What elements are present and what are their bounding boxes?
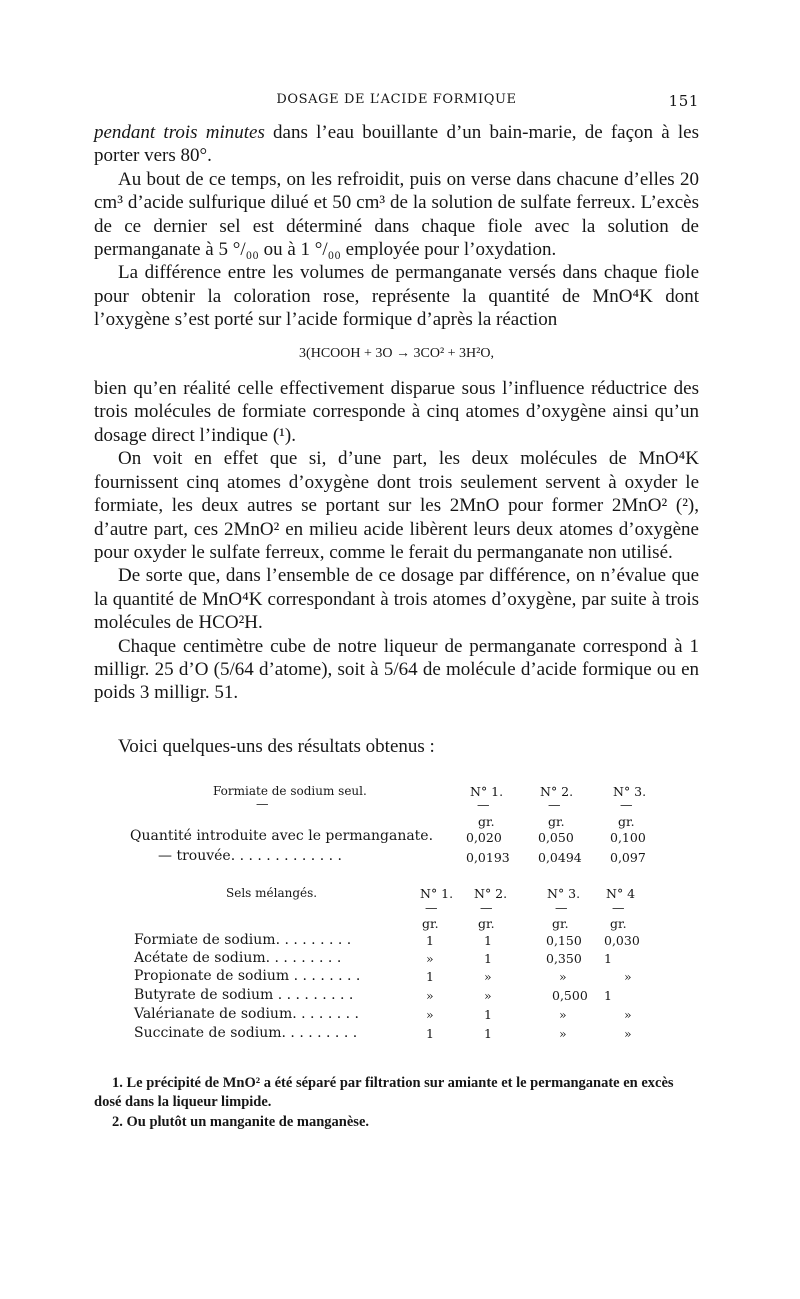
- table2-cell: 1: [604, 988, 612, 1003]
- table2-cell: »: [484, 988, 492, 1003]
- table2-cell: 0,030: [604, 933, 640, 948]
- table2-unit: gr.: [552, 916, 569, 931]
- table1-col-header: N° 1.: [470, 784, 504, 799]
- table1-col-dash: —: [620, 797, 633, 812]
- table2-col-header: N° 1.: [420, 886, 454, 901]
- table1-unit: gr.: [618, 814, 635, 829]
- paragraph-7: Chaque centimètre cube de notre liqueur de permanganate correspond à 1 milligr. 25 d’O (5/64 d’atome), soit à 5/64 de molécule d’acide formique ou en poids 3 milligr. 51.: [94, 635, 699, 704]
- table1-cell: 0,050: [538, 830, 574, 845]
- table1-cell: 0,0494: [538, 850, 582, 865]
- table2-col-header: N° 4: [606, 886, 636, 901]
- table2-cell: »: [624, 969, 632, 984]
- table2-unit: gr.: [422, 916, 439, 931]
- table2-cell: »: [624, 1026, 632, 1041]
- table2-row-label: Acétate de sodium. . . . . . . . .: [134, 950, 342, 966]
- table1-cell: 0,020: [466, 830, 502, 845]
- table2-cell: »: [484, 969, 492, 984]
- table2-col-header: N° 3.: [547, 886, 581, 901]
- paragraph-6: De sorte que, dans l’ensemble de ce dosage par différence, on n’évalue que la quantité de MnO⁴K correspondant à trois atomes d’oxygène, par suite à trois molécules de HCO²H.: [94, 565, 699, 634]
- table2-cell: 1: [426, 1026, 434, 1041]
- table2-cell: 1: [484, 1007, 492, 1022]
- table2-row-label: Propionate de sodium . . . . . . . .: [134, 968, 361, 984]
- table2-cell: 1: [484, 951, 492, 966]
- table2-cell: 1: [484, 1026, 492, 1041]
- table2-cell: 0,500: [552, 988, 588, 1003]
- paragraph-3: La différence entre les volumes de permanganate versés dans chaque fiole pour obtenir la coloration rose, représente la quantité de MnO⁴K dont l’oxygène s’est porté sur l’acide formique d’après la réaction: [94, 262, 699, 331]
- table2-cell: »: [559, 1026, 567, 1041]
- table2-col-dash: —: [555, 900, 568, 915]
- results-intro: Voici quelques-uns des résultats obtenus :: [118, 736, 435, 757]
- table2-cell: 1: [426, 933, 434, 948]
- table1-unit: gr.: [548, 814, 565, 829]
- footnotes: [94, 1074, 699, 1134]
- table2-title: Sels mélangés.: [226, 886, 318, 900]
- table2-col-header: N° 2.: [474, 886, 508, 901]
- reaction-formula: 3(HCOOH + 3O → 3CO² + 3H²O,: [299, 345, 494, 361]
- table1-title: Formiate de sodium seul.: [213, 784, 367, 798]
- table2-cell: »: [426, 1007, 434, 1022]
- table2-col-dash: —: [425, 900, 438, 915]
- table2-cell: 0,350: [546, 951, 582, 966]
- table2-cell: »: [426, 951, 434, 966]
- table2-cell: »: [559, 1007, 567, 1022]
- table2-cell: »: [426, 988, 434, 1003]
- table2-row-label: Butyrate de sodium . . . . . . . . .: [134, 987, 354, 1003]
- table1-col-dash: —: [548, 797, 561, 812]
- paragraph-2: Au bout de ce temps, on les refroidit, puis on verse dans chacune d’elles 20 cm³ d’acide sulfurique dilué et 50 cm³ de la solution de sulfate ferreux. L’excès de ce dernier sel est déterminé dans chaque fiole avec la solution de permanganate à 5 °/₀₀ ou à 1 °/₀₀ employée pour l’oxydation.: [94, 168, 699, 261]
- italic-phrase: pendant trois minutes: [94, 122, 265, 143]
- table1-row-label: — trouvée. . . . . . . . . . . . .: [158, 848, 342, 864]
- table1-cell: 0,0193: [466, 850, 510, 865]
- table1-unit: gr.: [478, 814, 495, 829]
- paragraph-5: On voit en effet que si, d’une part, les deux molécules de MnO⁴K fournissent cinq atomes d’oxygène dont trois seulement servent à oxyder le formiate, les deux autres se portant sur les 2MnO pour former 2MnO² (²), d’autre part, ces 2MnO² en milieu acide libèrent leurs deux atomes d’oxygène pour oxyder le sulfate ferreux, comme le ferait du permanganate non utilisé.: [94, 448, 699, 563]
- table1-row-label: Quantité introduite avec le permanganate.: [130, 828, 434, 844]
- footnote-2: 2. Ou plutôt un manganite de manganèse.: [112, 1114, 370, 1130]
- table2-unit: gr.: [478, 916, 495, 931]
- footnote-1: 1. Le précipité de MnO² a été séparé par filtration sur amiante et le permanganate en excès dosé dans la liqueur limpide.: [94, 1075, 674, 1110]
- table2-col-dash: —: [612, 900, 625, 915]
- table1-cell: 0,100: [610, 830, 646, 845]
- table2-col-dash: —: [480, 900, 493, 915]
- table1-title-dash: —: [256, 796, 269, 811]
- paragraph-4: bien qu’en réalité celle effectivement disparue sous l’influence réductrice des trois molécules de formiate corresponde à cinq atomes d’oxygène ainsi qu’un dosage direct l’indique (¹).: [94, 378, 699, 446]
- table1-cell: 0,097: [610, 850, 646, 865]
- table2-cell: 1: [484, 933, 492, 948]
- table2-row-label: Formiate de sodium. . . . . . . . .: [134, 932, 352, 948]
- table2-cell: »: [624, 1007, 632, 1022]
- table1-col-dash: —: [477, 797, 490, 812]
- table2-row-label: Succinate de sodium. . . . . . . . .: [134, 1025, 358, 1041]
- running-title: DOSAGE DE L’ACIDE FORMIQUE: [276, 92, 517, 107]
- table2-unit: gr.: [610, 916, 627, 931]
- table1-col-header: N° 3.: [613, 784, 647, 799]
- table1-col-header: N° 2.: [540, 784, 574, 799]
- table2-row-label: Valérianate de sodium. . . . . . . .: [134, 1006, 359, 1022]
- table2-cell: 0,150: [546, 933, 582, 948]
- table2-cell: 1: [604, 951, 612, 966]
- paragraph-1-text: dans l’eau bouillante d’un bain-marie, de façon à les porter vers 80°.: [94, 122, 699, 167]
- page-number: 151: [668, 92, 699, 110]
- table2-cell: 1: [426, 969, 434, 984]
- table2-cell: »: [559, 969, 567, 984]
